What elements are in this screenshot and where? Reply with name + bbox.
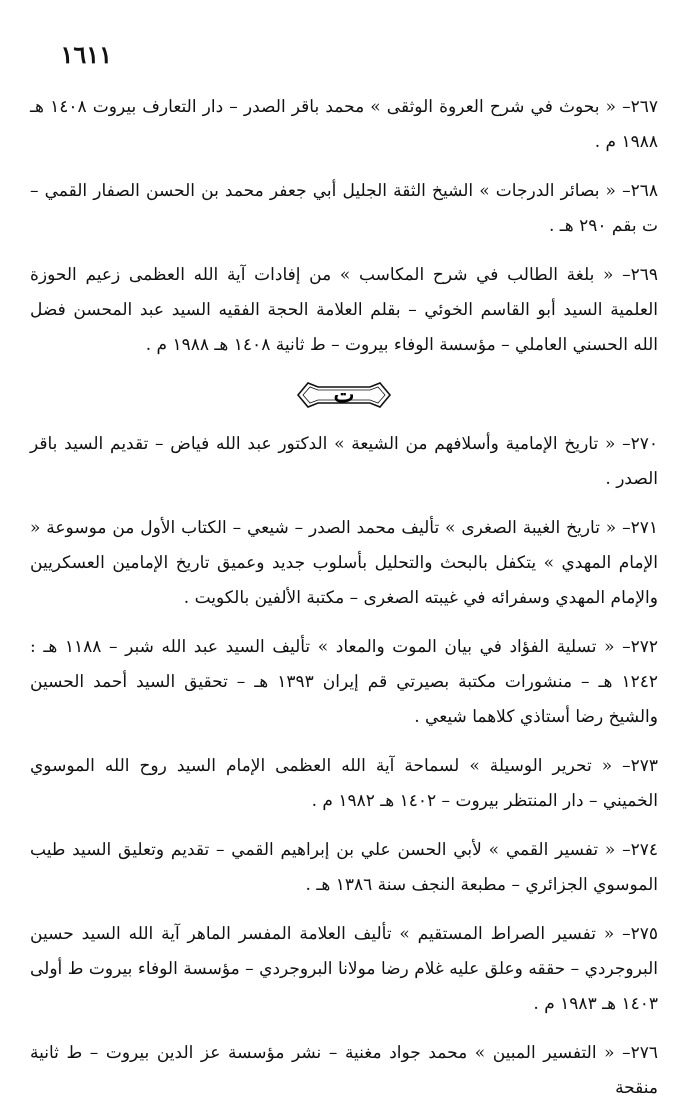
entry-text: – « بحوث في شرح العروة الوثقى » محمد باقر الصدر – دار التعارف بيروت ١٤٠٨ هـ ١٩٨٨ م .	[30, 97, 658, 152]
entry-text: – « التفسير المبين » محمد جواد مغنية – نشر مؤسسة عز الدين بيروت – ط ثانية منقحة	[30, 1043, 658, 1098]
entry-number: ٢٦٩	[630, 265, 658, 285]
bibliography-list	[30, 90, 658, 1120]
entry-text: – « تحرير الوسيلة » لسماحة آية الله العظمى الإمام السيد روح الله الموسوي الخميني – دار المنتظر بيروت – ١٤٠٢ هـ ١٩٨٢ م .	[30, 756, 658, 811]
entry-number: ٢٧١	[630, 518, 658, 538]
entry-number: ٢٧٢	[630, 637, 658, 657]
entry-text: – « بصائر الدرجات » الشيخ الثقة الجليل أبي جعفر محمد بن الحسن الصفار القمي – ت بقم ٢٩٠ هـ .	[30, 181, 658, 236]
page-number: ١٦١١	[60, 40, 112, 69]
section-letter: ت	[333, 382, 355, 408]
entry-number: ٢٧٥	[630, 924, 658, 944]
entry-text: – « بلغة الطالب في شرح المكاسب » من إفادات آية الله العظمى زعيم الحوزة العلمية السيد أبو القاسم الخوئي – بقلم العلامة الحجة الفقيه السيد عبد المحسن فضل الله الحسني العاملي – مؤسسة الوفاء بيروت – ط ثانية ١٤٠٨ هـ ١٩٨٨ م .	[30, 265, 658, 355]
entry-number: ٢٦٧	[630, 97, 658, 117]
entry-number: ٢٧٣	[630, 756, 658, 776]
bibliography-entry	[30, 917, 658, 1022]
bibliography-entry	[30, 258, 658, 363]
bibliography-entry	[30, 749, 658, 819]
bibliography-entry	[30, 174, 658, 244]
entry-text: – « تاريخ الإمامية وأسلافهم من الشيعة » الدكتور عبد الله فياض – تقديم السيد باقر الصدر .	[30, 434, 658, 489]
ornamental-frame-icon	[294, 377, 394, 413]
entry-text: – « تاريخ الغيبة الصغرى » تأليف محمد الصدر – شيعي – الكتاب الأول من موسوعة « الإمام المهدي » يتكفل بالبحث والتحليل بأسلوب جديد وعميق تاريخ الإمامين العسكريين والإمام المهدي وسفرائه في غيبته الصغرى – مكتبة الألفين بالكويت .	[30, 518, 658, 608]
entry-text: – « تفسير القمي » لأبي الحسن علي بن إبراهيم القمي – تقديم وتعليق السيد طيب الموسوي الجزائري – مطبعة النجف سنة ١٣٨٦ هـ .	[30, 840, 658, 895]
entry-text: – « تفسير الصراط المستقيم » تأليف العلامة المفسر الماهر آية الله السيد حسين البروجردي – حققه وعلق عليه غلام رضا مولانا البروجردي – مؤسسة الوفاء بيروت ط أولى ١٤٠٣ هـ ١٩٨٣ م .	[30, 924, 658, 1014]
entry-text: – « تسلية الفؤاد في بيان الموت والمعاد » تأليف السيد عبد الله شبر – ١١٨٨ هـ : ١٢٤٢ هـ – منشورات مكتبة بصيرتي قم إيران ١٣٩٣ هـ – تحقيق السيد أحمد الحسين والشيخ رضا أستاذي كلاهما شيعي .	[30, 637, 658, 727]
bibliography-entry	[30, 1036, 658, 1106]
bibliography-entry	[30, 833, 658, 903]
bibliography-entry	[30, 90, 658, 160]
bibliography-entry	[30, 630, 658, 735]
bibliography-entry	[30, 427, 658, 497]
entry-number: ٢٦٨	[630, 181, 658, 201]
section-separator	[30, 377, 658, 413]
entry-number: ٢٧٠	[630, 434, 658, 454]
entry-number: ٢٧٦	[630, 1043, 658, 1063]
entry-number: ٢٧٤	[630, 840, 658, 860]
bibliography-entry	[30, 511, 658, 616]
